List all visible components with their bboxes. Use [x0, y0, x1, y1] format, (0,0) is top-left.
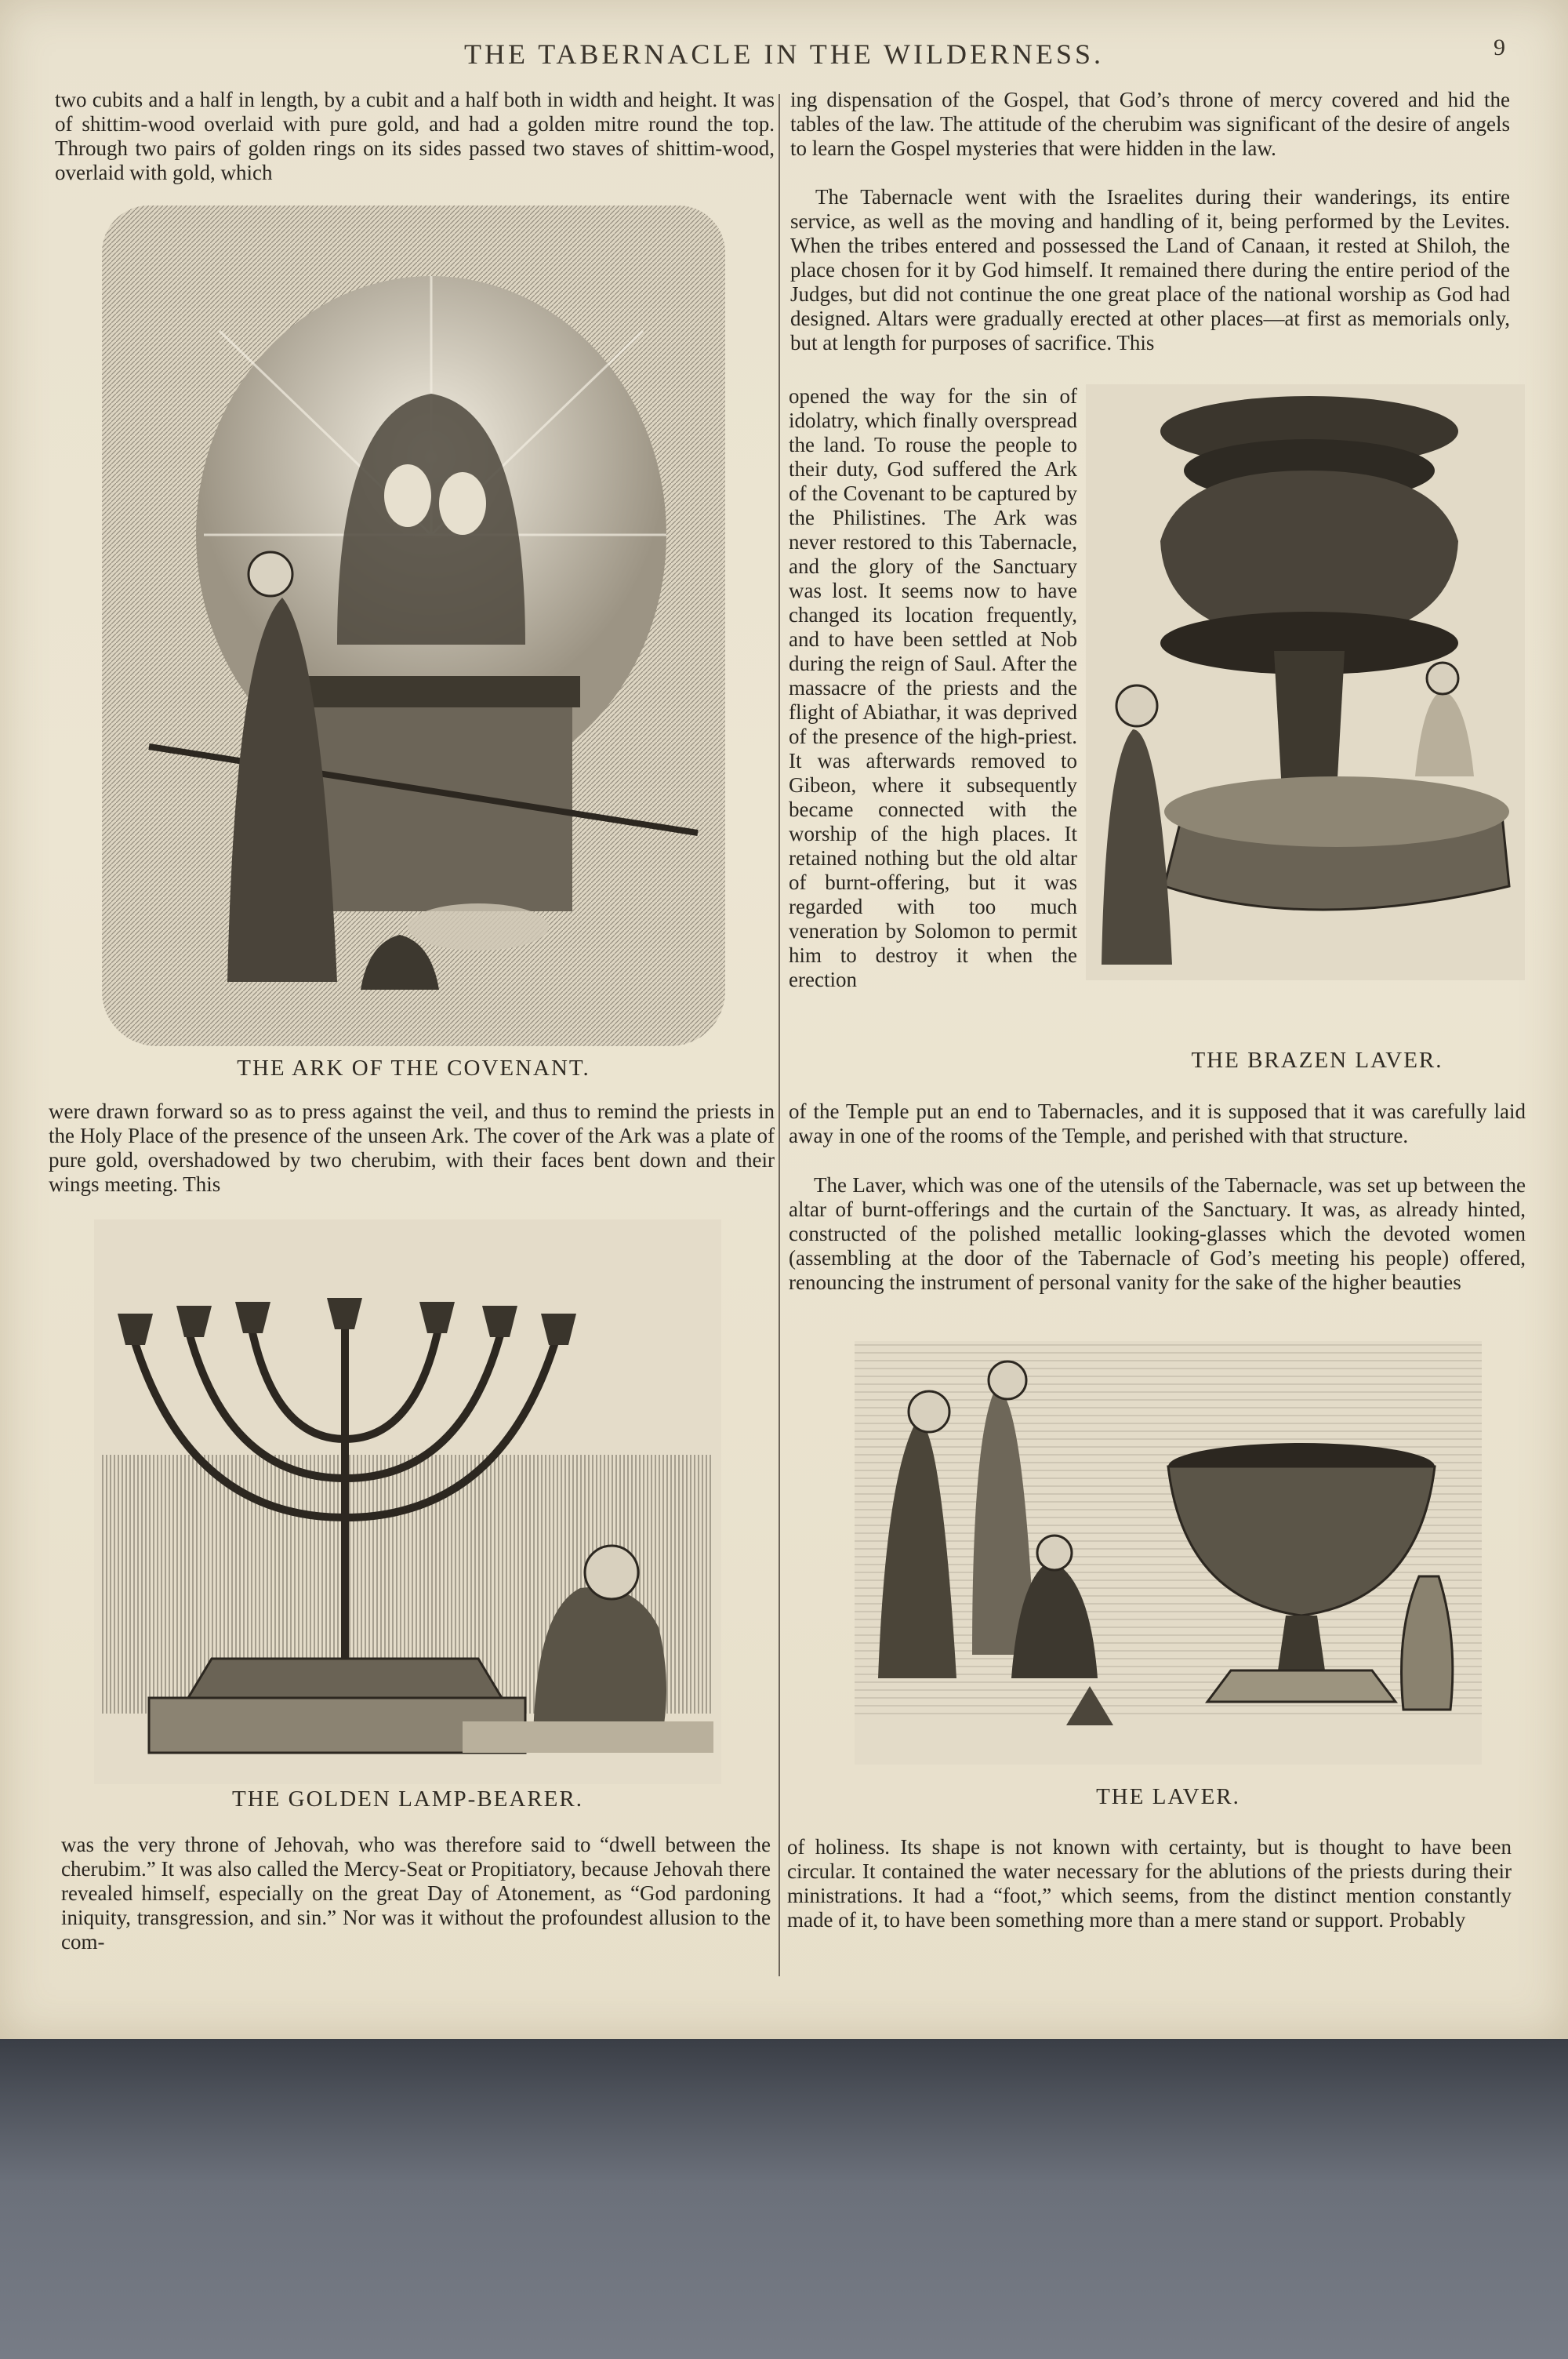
right-text-bottom: of holiness. Its shape is not known with certainty, but is thought to have been circular. It contained the water necessary for the ablutions of the priests during their ministrations. It had a “foot,” which seems, from the distinct mention constantly made of it, to have been something more than a mere stand or support. Probably: [787, 1835, 1512, 1932]
background-surface: [0, 2039, 1568, 2359]
left-text-top: two cubits and a half in length, by a cubit and a half both in width and height. It was of shittim-wood overlaid with pure gold, and had a golden mitre round the top. Through two pairs of golden rings on its sides passed two staves of shittim-wood, overlaid with gold, which: [55, 88, 775, 184]
page-number: 9: [1494, 35, 1505, 60]
ark-caption: THE ARK OF THE COVENANT.: [237, 1056, 590, 1081]
right-text-continued: of the Temple put an end to Tabernacles, and it is supposed that it was carefully laid away in one of the rooms of the Temple, and perished with that structure.: [789, 1100, 1526, 1147]
laver-caption: THE LAVER.: [1096, 1784, 1240, 1809]
right-text-top-2: The Tabernacle went with the Israelites during their wanderings, its entire service, as well as the moving and handling of it, being performed by the Levites. When the tribes entered and possessed the Land of Canaan, it rested at Shiloh, the place chosen for it by God himself. It remained there during the entire period of the Judges, but did not continue the one great place of the national worship as God had designed. Altars were gradually erected at other places—at first as memorials only, but at length for purposes of sacrifice. This: [790, 185, 1510, 354]
running-title: THE TABERNACLE IN THE WILDERNESS.: [463, 38, 1105, 70]
right-text-top-1: ing dispensation of the Gospel, that God’s throne of mercy covered and hid the tables of the law. The attitude of the cherubim was significant of the desire of angels to learn the Gospel mysteries that were hidden in the law.: [790, 88, 1510, 160]
right-text-narrow: opened the way for the sin of idolatry, which finally overspread the land. To rouse the people to their duty, God suffered the Ark of the Covenant to be captured by the Philistines. The Ark was never restored to this Tabernacle, and the glory of the Sanctuary was lost. It seems now to have changed its location frequently, and to have been settled at Nob during the reign of Saul. After the massacre of the priests and the flight of Abiathar, it was deprived of the presence of the high-priest. It was afterwards removed to Gibeon, where it subsequently became connected with the worship of the high places. It retained nothing but the old altar of burnt-offering, but it was regarded with too much veneration by Solomon to permit him to destroy it when the erection: [789, 384, 1077, 991]
ark-of-covenant-illustration: [102, 205, 725, 1046]
left-text-bottom: was the very throne of Jehovah, who was therefore said to “dwell between the cherubim.” It was also called the Mercy-Seat or Propitiatory, because Jehovah there revealed himself, especially on the great Day of Atonement, as “God pardoning iniquity, transgression, and sin.” Nor was it without the profoundest allusion to the com-: [61, 1833, 771, 1954]
brazen-laver-caption: THE BRAZEN LAVER.: [1191, 1048, 1443, 1073]
lamp-bearer-caption: THE GOLDEN LAMP-BEARER.: [232, 1787, 583, 1812]
laver-illustration: [855, 1341, 1482, 1765]
right-text-laver-paragraph: The Laver, which was one of the utensils of the Tabernacle, was set up between the altar of burnt-offerings and the curtain of the Sanctuary. It was, as already hinted, constructed of the polished metallic looking-glasses which the devoted women (assembling at the door of the Tabernacle of God’s meeting his people) offered, renouncing the instrument of personal vanity for the sake of the higher beauties: [789, 1173, 1526, 1294]
left-text-middle: were drawn forward so as to press against the veil, and thus to remind the priests in the Holy Place of the presence of the unseen Ark. The cover of the Ark was a plate of pure gold, overshadowed by two cherubim, with their faces bent down and their wings meeting. This: [49, 1100, 775, 1196]
column-rule: [779, 94, 780, 1976]
golden-lamp-bearer-illustration: [94, 1219, 721, 1784]
brazen-laver-illustration: [1086, 384, 1525, 980]
